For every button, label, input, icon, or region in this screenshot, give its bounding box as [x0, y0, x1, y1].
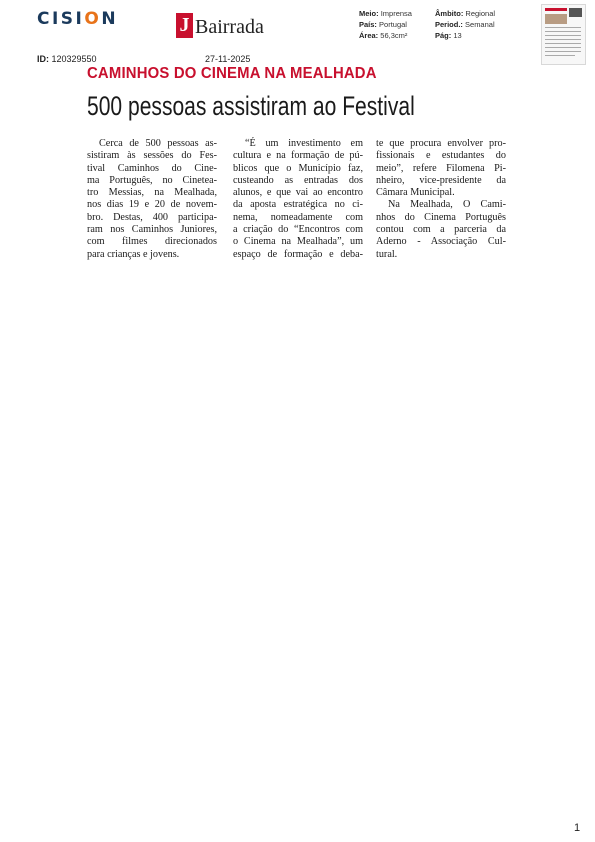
meta-scope-label: Âmbito:	[435, 9, 464, 18]
meta-page	[435, 30, 495, 41]
meta-country	[359, 19, 412, 30]
meta-area	[359, 30, 412, 41]
page-thumbnail	[541, 4, 586, 65]
text-line: tural.	[376, 248, 398, 260]
thumbnail-text-line	[545, 39, 581, 40]
text-line: nheiro, vice-presidente da	[376, 174, 506, 186]
text-line: para crianças e jovens.	[87, 248, 180, 260]
publication-logo	[176, 13, 264, 38]
meta-area-value: 56,3cm²	[380, 31, 408, 40]
article-kicker: CAMINHOS DO CINEMA NA MEALHADA	[87, 65, 377, 82]
text-line: fissionais e estudantes do	[376, 150, 506, 162]
clip-date: 27-11-2025	[205, 54, 251, 64]
article-headline: 500 pessoas assistiram ao Festival	[87, 91, 415, 121]
text-line: tro Messias, na Mealhada,	[87, 187, 217, 199]
meta-page-label: Pág:	[435, 31, 452, 40]
article-column-3	[376, 138, 506, 261]
thumbnail-headline-block	[545, 8, 567, 11]
cision-logo-text-n: N	[101, 9, 119, 29]
meta-country-value: Portugal	[379, 20, 407, 29]
text-line: Câmara Municipal.	[376, 187, 455, 199]
clip-id-label: ID:	[37, 54, 49, 64]
text-line: sistiram às sessões do Fes-	[87, 150, 217, 162]
cision-logo	[37, 9, 118, 29]
meta-scope-value: Regional	[465, 9, 496, 18]
publication-logo-mark: J	[176, 13, 193, 38]
text-line: com filmes direcionados	[87, 236, 217, 248]
page-number: 1	[574, 822, 581, 834]
text-line: da aposta estratégica no ci-	[233, 199, 363, 211]
thumbnail-text-line	[545, 51, 581, 52]
text-line: ram nos Caminhos Juniores,	[87, 224, 217, 236]
thumbnail-text-line	[545, 35, 581, 36]
meta-right	[435, 8, 495, 41]
thumbnail-image-block	[545, 14, 567, 24]
text-line: Na Mealhada, O Cami-	[388, 199, 506, 211]
cision-logo-text-a: CISI	[37, 9, 85, 29]
text-line: nhos do Cinema Português	[376, 211, 506, 223]
meta-period	[435, 19, 495, 30]
publication-logo-name: Bairrada	[195, 16, 264, 38]
meta-period-label: Period.:	[435, 20, 463, 29]
text-line: cultura e na formação de pú-	[233, 150, 363, 162]
text-line: espaço de formação e deba-	[233, 248, 363, 260]
thumbnail-text-line	[545, 43, 581, 44]
text-line: bro. Destas, 400 participa-	[87, 211, 217, 223]
text-line: a criação do “Encontros com	[233, 224, 363, 236]
clip-id-value: 120329550	[51, 54, 97, 64]
clip-id	[37, 54, 97, 64]
meta-left	[359, 8, 412, 41]
text-line: custeando as entradas dos	[233, 174, 363, 186]
meta-period-value: Semanal	[465, 20, 495, 29]
text-line: nos dias 19 e 20 de novem-	[87, 199, 217, 211]
text-line: Cerca de 500 pessoas as-	[99, 138, 217, 149]
text-line: blicos que o Município faz,	[233, 162, 363, 174]
meta-medium-value: Imprensa	[380, 9, 412, 18]
text-line: meio”, refere Filomena Pi-	[376, 162, 506, 174]
text-line: Aderno - Associação Cul-	[376, 236, 506, 248]
thumbnail-text-line	[545, 47, 581, 48]
meta-area-label: Área:	[359, 31, 379, 40]
meta-country-label: País:	[359, 20, 377, 29]
text-line: “É um investimento em	[245, 138, 363, 149]
meta-scope	[435, 8, 495, 19]
article-column-2	[233, 138, 363, 261]
text-line: contou com a parceria da	[376, 224, 506, 236]
text-line: o Cinema na Mealhada”, um	[233, 236, 363, 248]
thumbnail-text-line	[545, 27, 581, 28]
article-column-1	[87, 138, 217, 261]
meta-page-value: 13	[453, 31, 462, 40]
thumbnail-text-line	[545, 31, 581, 32]
text-line: alunos, e que vai ao encontro	[233, 187, 363, 199]
thumbnail-photo-block	[569, 8, 582, 17]
meta-medium	[359, 8, 412, 19]
text-line: ma Português, no Cinetea-	[87, 174, 217, 186]
thumbnail-text-line	[545, 55, 575, 56]
text-line: te que procura envolver pro-	[376, 138, 506, 149]
text-line: nema, nomeadamente com	[233, 211, 363, 223]
meta-medium-label: Meio:	[359, 9, 379, 18]
text-line: tival Caminhos do Cine-	[87, 162, 217, 174]
cision-logo-text-o: O	[84, 9, 102, 29]
